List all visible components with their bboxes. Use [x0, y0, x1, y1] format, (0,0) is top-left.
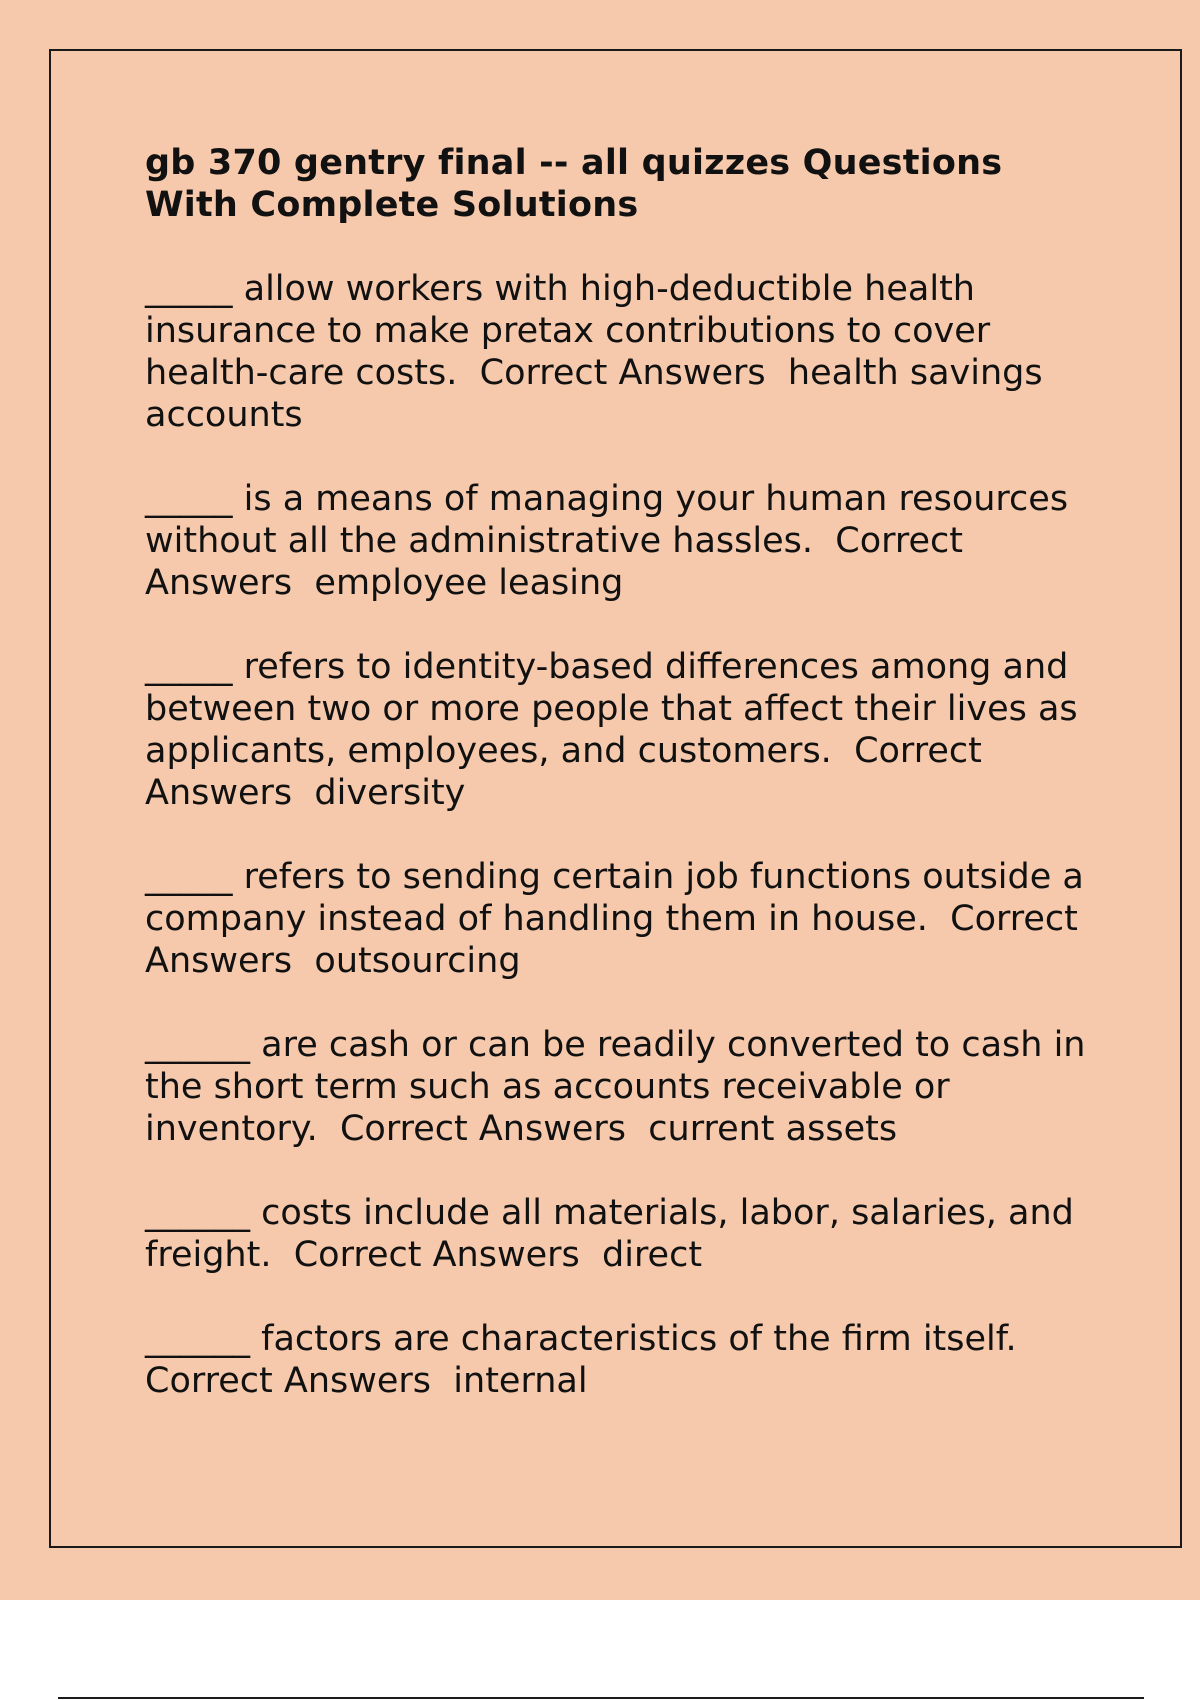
answer-text: internal — [453, 1361, 588, 1401]
qa-item — [145, 1192, 1105, 1276]
answer-label: Correct Answers — [293, 1235, 580, 1275]
question-text: _____ is a means of managing your human resources without all the administrative hassles. — [145, 479, 1080, 561]
qa-item — [145, 1024, 1105, 1150]
answer-label: Correct Answers — [145, 1361, 432, 1401]
answer-text: direct — [602, 1235, 703, 1275]
document-title: gb 370 gentry final -- all quizzes Questions With Complete Solutions — [145, 143, 1003, 225]
answer-text: employee leasing — [314, 563, 624, 603]
question-text: _____ refers to sending certain job functions outside a company instead of handling them in house. — [145, 857, 1095, 939]
qa-item — [145, 856, 1105, 982]
qa-item — [145, 268, 1105, 436]
document-content — [145, 142, 1105, 1444]
question-text: _____ refers to identity-based differences among and between two or more people that affect their lives as applicants, employees, and customers. — [145, 647, 1089, 771]
question-text: ______ are cash or can be readily converted to cash in the short term such as accounts receivable or inventory. — [145, 1025, 1097, 1149]
answer-label: Correct Answers — [339, 1109, 626, 1149]
answer-label: Correct Answers — [479, 353, 766, 393]
answer-text: current assets — [648, 1109, 898, 1149]
answer-text: health savings accounts — [145, 353, 1054, 435]
page-bottom-rule — [58, 1697, 1144, 1699]
answer-label: Correct Answers — [145, 731, 993, 813]
answer-text: outsourcing — [314, 941, 521, 981]
qa-item — [145, 1318, 1105, 1402]
qa-item — [145, 646, 1105, 814]
question-text: ______ factors are characteristics of the firm itself. — [145, 1319, 1017, 1359]
question-text: _____ allow workers with high-deductible health insurance to make pretax contributions to cover health-care costs. — [145, 269, 1002, 393]
answer-text: diversity — [314, 773, 466, 813]
answer-label: Correct Answers — [145, 521, 975, 603]
question-text: ______ costs include all materials, labor, salaries, and freight. — [145, 1193, 1086, 1275]
qa-item — [145, 478, 1105, 604]
answer-label: Correct Answers — [145, 899, 1090, 981]
